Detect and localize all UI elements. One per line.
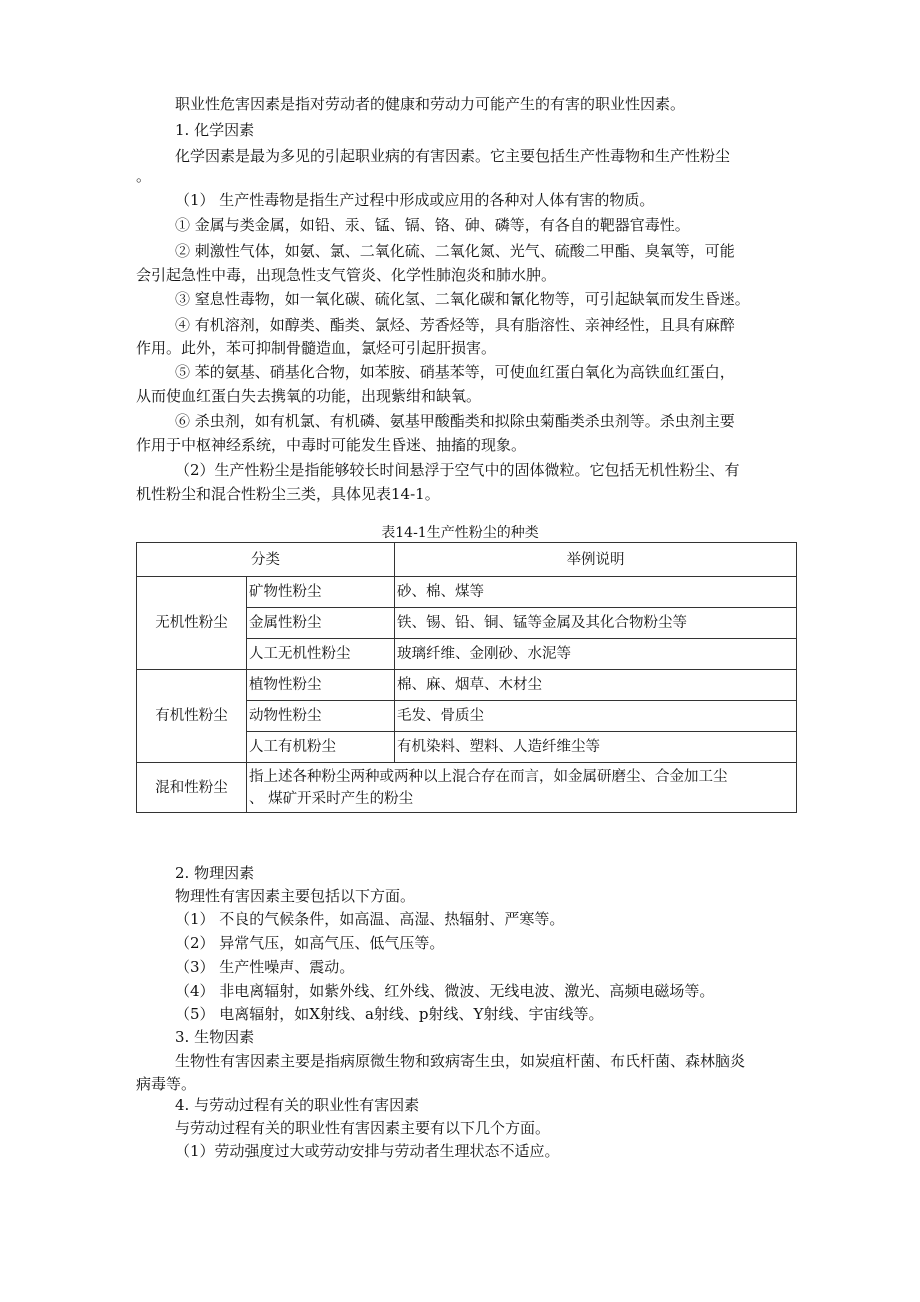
- dust-paragraph-line-2: 机性粉尘和混合性粉尘三类，具体见表14-1。: [136, 485, 440, 503]
- biological-heading: 3. 生物因素: [175, 1028, 255, 1046]
- labor-summary: 与劳动过程有关的职业性有害因素主要有以下几个方面。: [175, 1119, 551, 1137]
- group-mixed: 混和性粉尘: [137, 763, 247, 813]
- toxic-item-2-line-2: 会引起急性中毒，出现急性支气管炎、化学性肺泡炎和肺水肿。: [136, 266, 557, 284]
- subtype-cell: 动物性粉尘: [247, 701, 395, 732]
- toxic-item-2-line-1: ② 刺激性气体，如氨、氯、二氧化硫、二氧化氮、光气、硫酸二甲酯、臭氧等，可能: [175, 242, 735, 260]
- example-cell: 玻璃纤维、金刚砂、水泥等: [395, 639, 797, 670]
- toxic-item-4-line-2: 作用。此外，苯可抑制骨髓造血，氯烃可引起肝损害。: [136, 339, 497, 357]
- subtype-cell: 矿物性粉尘: [247, 577, 395, 608]
- example-cell: 毛发、骨质尘: [395, 701, 797, 732]
- chemical-heading: 1. 化学因素: [175, 121, 255, 139]
- example-cell: 棉、麻、烟草、木材尘: [395, 670, 797, 701]
- example-cell: 铁、锡、铅、铜、锰等金属及其化合物粉尘等: [395, 608, 797, 639]
- toxic-item-3: ③ 窒息性毒物，如一氧化碳、硫化氢、二氧化碳和氰化物等，可引起缺氧而发生昏迷。: [175, 290, 750, 308]
- physical-item-2: （2） 异常气压，如高气压、低气压等。: [175, 934, 445, 952]
- labor-heading: 4. 与劳动过程有关的职业性有害因素: [175, 1096, 420, 1114]
- chemical-summary-line-2: 。: [136, 167, 152, 185]
- dust-paragraph-line-1: （2）生产性粉尘是指能够较长时间悬浮于空气中的固体微粒。它包括无机性粉尘、有: [175, 461, 740, 479]
- physical-item-4: （4） 非电离辐射，如紫外线、红外线、微波、无线电波、激光、高频电磁场等。: [175, 982, 715, 1000]
- physical-item-5: （5） 电离辐射，如X射线、a射线、p射线、Y射线、宇宙线等。: [175, 1005, 604, 1023]
- intro-paragraph: 职业性危害因素是指对劳动者的健康和劳动力可能产生的有害的职业性因素。: [175, 95, 686, 113]
- biological-text-line-2: 病毒等。: [136, 1075, 197, 1093]
- chemical-summary-line-1: 化学因素是最为多见的引起职业病的有害因素。它主要包括生产性毒物和生产性粉尘: [175, 147, 731, 165]
- table-row: [137, 670, 797, 701]
- toxic-substances-intro: （1） 生产性毒物是指生产过程中形成或应用的各种对人体有害的物质。: [175, 191, 655, 209]
- physical-summary: 物理性有害因素主要包括以下方面。: [175, 887, 416, 905]
- toxic-item-5-line-2: 从而使血红蛋白失去携氧的功能，出现紫绀和缺氧。: [136, 387, 482, 405]
- mixed-description-line-2: 、 煤矿开采时产生的粉尘: [249, 791, 414, 807]
- example-cell: 砂、棉、煤等: [395, 577, 797, 608]
- dust-types-table: [136, 542, 797, 813]
- physical-item-3: （3） 生产性噪声、震动。: [175, 958, 355, 976]
- group-inorganic: 无机性粉尘: [137, 577, 247, 670]
- biological-text-line-1: 生物性有害因素主要是指病原微生物和致病寄生虫，如炭疽杆菌、布氏杆菌、森林脑炎: [175, 1052, 746, 1070]
- toxic-item-5-line-1: ⑤ 苯的氨基、硝基化合物，如苯胺、硝基苯等，可使血红蛋白氧化为高铁血红蛋白，: [175, 363, 735, 381]
- example-cell: 有机染料、塑料、人造纤维尘等: [395, 732, 797, 763]
- subtype-cell: 植物性粉尘: [247, 670, 395, 701]
- subtype-cell: 金属性粉尘: [247, 608, 395, 639]
- header-category: 分类: [137, 543, 395, 577]
- header-example: 举例说明: [395, 543, 797, 577]
- subtype-cell: 人工无机性粉尘: [247, 639, 395, 670]
- mixed-description-cell: [247, 763, 797, 813]
- toxic-item-4-line-1: ④ 有机溶剂，如醇类、酯类、氯烃、芳香烃等，具有脂溶性、亲神经性，且具有麻醉: [175, 316, 735, 334]
- table-header-row: [137, 543, 797, 577]
- table-row: [137, 577, 797, 608]
- table-row: [137, 763, 797, 813]
- toxic-item-6-line-1: ⑥ 杀虫剂，如有机氯、有机磷、氨基甲酸酯类和拟除虫菊酯类杀虫剂等。杀虫剂主要: [175, 412, 735, 430]
- subtype-cell: 人工有机粉尘: [247, 732, 395, 763]
- table-caption: 表14-1生产性粉尘的种类: [381, 525, 539, 541]
- toxic-item-6-line-2: 作用于中枢神经系统，中毒时可能发生昏迷、抽搐的现象。: [136, 436, 527, 454]
- toxic-item-1: ① 金属与类金属，如铅、汞、锰、镉、铬、砷、磷等，有各自的靶器官毒性。: [175, 216, 690, 234]
- mixed-description-line-1: 指上述各种粉尘两种或两种以上混合存在而言，如金属研磨尘、合金加工尘: [249, 769, 728, 785]
- group-organic: 有机性粉尘: [137, 670, 247, 763]
- physical-item-1: （1） 不良的气候条件，如高温、高湿、热辐射、严寒等。: [175, 910, 565, 928]
- physical-heading: 2. 物理因素: [175, 864, 255, 882]
- labor-item-1: （1）劳动强度过大或劳动安排与劳动者生理状态不适应。: [175, 1142, 560, 1160]
